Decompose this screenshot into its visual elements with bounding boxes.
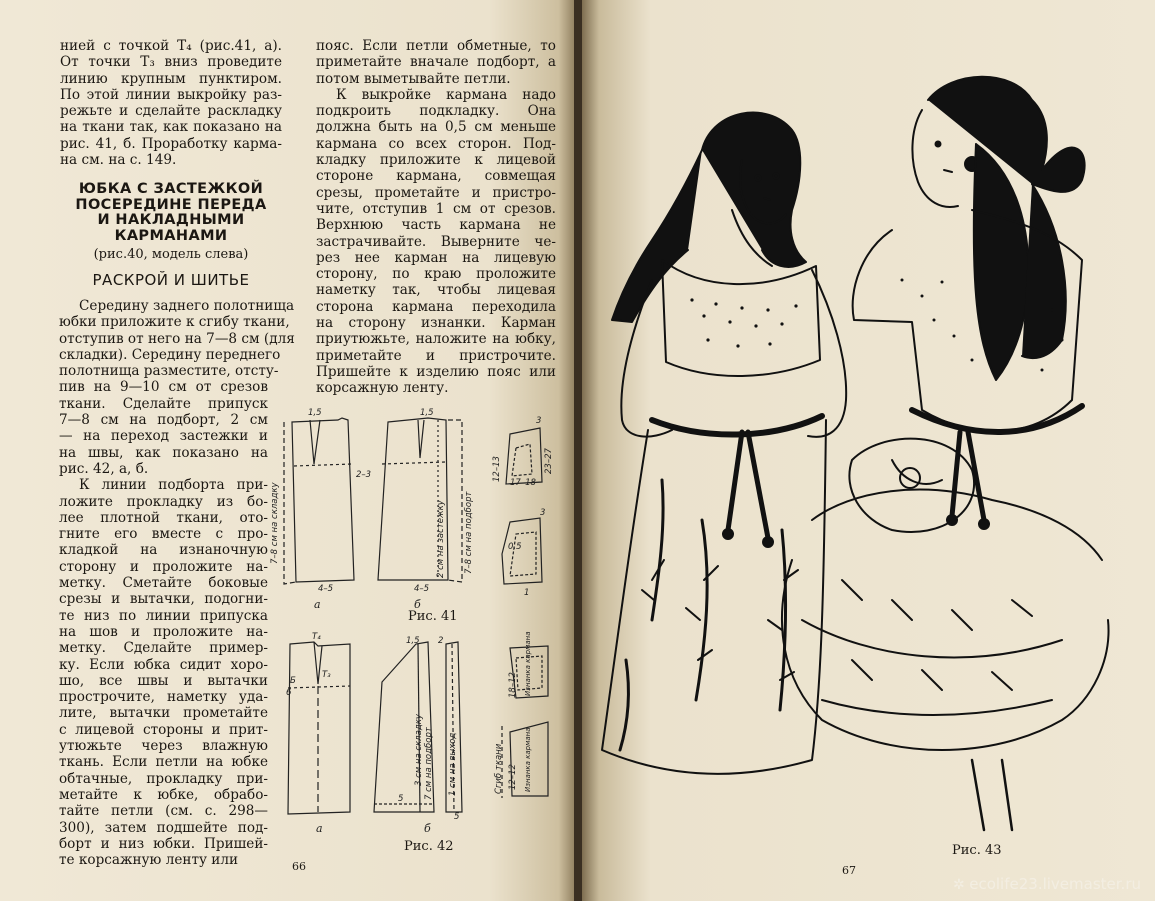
text-line: К линии подборта при- bbox=[79, 477, 268, 494]
text-line: срезы, прометайте и пристро- bbox=[316, 184, 556, 201]
text-line: на шов и проложите на- bbox=[59, 623, 268, 640]
text-column-1 bbox=[60, 38, 282, 168]
text-line: складки). Середину переднего bbox=[59, 346, 281, 363]
text-line: те корсажную ленту или bbox=[59, 852, 239, 869]
text-line: — на переход застежки и bbox=[59, 428, 268, 445]
heading-line: И НАКЛАДНЫМИ bbox=[97, 212, 245, 228]
watermark-icon: ✲ bbox=[953, 877, 970, 893]
text-line: ку. Если юбка сидит хоро- bbox=[59, 656, 268, 673]
text-line: режьте и сделайте раскладку bbox=[60, 103, 282, 120]
text-line: наметку так, чтобы лицевая bbox=[316, 282, 556, 299]
text-line: К выкройке кармана надо bbox=[336, 86, 556, 103]
fig-label: 23–27 bbox=[544, 448, 554, 474]
fig-label: 17–18 bbox=[510, 478, 536, 488]
figure-41-labels bbox=[270, 404, 568, 620]
text-line: стороне кармана, совмещая bbox=[316, 168, 556, 185]
fig-label: 6 bbox=[286, 688, 292, 698]
fig-label: 3 bbox=[536, 416, 542, 426]
fig-label: 5 bbox=[454, 812, 460, 822]
text-line: От точки Т₃ вниз проведите bbox=[60, 54, 282, 71]
text-line: борт и низ юбки. Пришей- bbox=[59, 835, 268, 852]
text-line: Пришейте к изделию пояс или bbox=[316, 363, 556, 380]
text-line: кладкой на изнаночную bbox=[59, 542, 268, 559]
text-line: корсажную ленту. bbox=[316, 380, 449, 397]
text-line: на см. на с. 149. bbox=[60, 152, 177, 169]
text-line: на сторону изнанки. Карман bbox=[316, 315, 556, 332]
heading-line: КАРМАНАМИ bbox=[114, 227, 228, 244]
text-line: на ткани так, как показано на bbox=[60, 119, 282, 136]
heading-reference: (рис.40, модель слева) bbox=[93, 247, 249, 262]
text-column-2 bbox=[316, 38, 556, 397]
text-line: кладку приложите к лицевой bbox=[316, 152, 556, 169]
text-line: рез нее карман на лицевую bbox=[316, 249, 556, 266]
text-line: с лицевой стороны и прит- bbox=[59, 721, 268, 738]
text-line: метку. Сметайте боковые bbox=[59, 575, 268, 592]
text-line: нией с точкой Т₄ (рис.41, а). bbox=[60, 38, 282, 54]
text-line: потом выметывайте петли. bbox=[316, 70, 511, 87]
text-line: Верхнюю часть кармана не bbox=[316, 217, 556, 234]
fig-label: 4–5 bbox=[414, 584, 430, 594]
watermark-text: ecolife23.livemaster.ru bbox=[969, 875, 1141, 893]
fig-label: 2 bbox=[438, 636, 444, 646]
page-number-left: 66 bbox=[292, 860, 306, 873]
text-line: застрачивайте. Выверните че- bbox=[316, 233, 556, 250]
fig-label: 3 bbox=[540, 508, 546, 518]
fig-label: 18–12 bbox=[508, 672, 518, 698]
fig-label: 1 bbox=[524, 588, 530, 598]
figure-41-sub-b: б bbox=[414, 598, 421, 611]
fig-label: 2–3 bbox=[356, 470, 372, 480]
text-line: на швы, как показано на bbox=[59, 444, 268, 461]
text-line: сторону и проложите на- bbox=[59, 558, 268, 575]
text-line: приутюжьте, наложите на юбку, bbox=[316, 331, 556, 348]
fig-label: 1 см на выход bbox=[448, 732, 458, 796]
text-line: должна быть на 0,5 см меньше bbox=[316, 119, 556, 136]
text-line: обтачные, прокладку при- bbox=[59, 770, 268, 787]
text-line: кармана со всех сторон. Под- bbox=[316, 135, 556, 152]
text-line: метку. Сделайте пример- bbox=[59, 640, 268, 657]
text-line: пояс. Если петли обметные, то bbox=[316, 38, 556, 54]
text-line: полотнища разместите, отсту- bbox=[59, 363, 279, 380]
text-line: подкроить подкладку. Она bbox=[316, 103, 556, 120]
text-line: ткани. Сделайте припуск bbox=[59, 395, 268, 412]
text-line: приметайте вначале подборт, а bbox=[316, 54, 556, 71]
fig-label: 1,5 bbox=[420, 408, 434, 418]
text-line: 7—8 см на подборт, 2 см bbox=[59, 412, 268, 429]
text-line: сторона кармана переходила bbox=[316, 298, 556, 315]
subsection-heading: РАСКРОЙ И ШИТЬЕ bbox=[92, 271, 250, 289]
fig-label: 2 см на застежку bbox=[436, 500, 446, 578]
text-line: юбки приложите к сгибу ткани, bbox=[59, 314, 290, 331]
text-line: лее плотной ткани, ото- bbox=[59, 509, 268, 526]
fig-label: Сгиб ткани bbox=[494, 743, 504, 794]
text-line: По этой линии выкройку раз- bbox=[60, 86, 282, 103]
figure-42-sub-a: а bbox=[316, 822, 323, 835]
text-line: 300), затем подшейте под- bbox=[59, 819, 268, 836]
figure-42-labels bbox=[278, 631, 568, 835]
text-line: шо, все швы и вытачки bbox=[59, 672, 268, 689]
figure-43-caption: Рис. 43 bbox=[952, 843, 1002, 858]
fig-label: 12–12 bbox=[508, 764, 518, 790]
fig-label: Т₄ bbox=[312, 632, 321, 642]
text-line: ткань. Если петли на юбке bbox=[59, 754, 268, 771]
fig-label: 3 см на складку bbox=[414, 714, 424, 786]
fig-label: 0,5 bbox=[508, 542, 522, 552]
text-line: лите, вытачки прометайте bbox=[59, 705, 268, 722]
fig-label: 4–5 bbox=[318, 584, 334, 594]
text-line: приметайте и пристрочите. bbox=[316, 347, 556, 364]
text-line: утюжьте через влажную bbox=[59, 738, 268, 755]
fig-label: 1,5 bbox=[406, 636, 420, 646]
fig-label: 12–13 bbox=[492, 456, 502, 482]
text-line: пив на 9—10 см от срезов bbox=[59, 379, 268, 396]
fashion-illustration bbox=[592, 60, 1112, 840]
watermark bbox=[953, 875, 1141, 893]
figure-42-caption: Рис. 42 bbox=[404, 839, 454, 854]
fig-label: Т₃ bbox=[322, 670, 331, 680]
text-line: отступив от него на 7—8 см (для bbox=[59, 330, 295, 347]
text-line: линию крупным пунктиром. bbox=[60, 70, 282, 87]
text-line: срезы и вытачки, подогни- bbox=[59, 591, 268, 608]
fig-label: Изнанка кармана bbox=[524, 631, 532, 696]
text-line: рис. 41, б. Проработку карма- bbox=[60, 135, 282, 152]
fig-label: Изнанка кармана bbox=[524, 727, 532, 792]
fig-label: 7 см на подборт bbox=[424, 727, 434, 800]
fig-label: Б bbox=[290, 676, 296, 686]
heading-line: ПОСЕРЕДИНЕ ПЕРЕДА bbox=[75, 196, 267, 213]
figure-41-caption: Рис. 41 bbox=[408, 609, 458, 624]
text-line: ложите прокладку из бо- bbox=[59, 493, 268, 510]
section-heading bbox=[60, 182, 282, 244]
fig-label: 7–8 см на подборт bbox=[464, 491, 474, 574]
heading-line: ЮБКА С ЗАСТЕЖКОЙ bbox=[78, 181, 264, 197]
fig-label: 1,5 bbox=[308, 408, 322, 418]
text-line: Середину заднего полотнища bbox=[79, 298, 295, 314]
text-line: прострочите, наметку уда- bbox=[59, 689, 268, 706]
page-number-right: 67 bbox=[842, 864, 856, 877]
right-woman bbox=[782, 77, 1109, 830]
text-line: тайте петли (см. с. 298— bbox=[59, 803, 268, 820]
text-line: те низ по линии припуска bbox=[59, 607, 268, 624]
text-line: сторону, по краю проложите bbox=[316, 266, 556, 283]
fig-label: 5 bbox=[398, 794, 404, 804]
figure-42-sub-b: б bbox=[424, 822, 431, 835]
text-line: рис. 42, а, б. bbox=[59, 460, 149, 477]
left-woman bbox=[602, 113, 846, 774]
text-line: чите, отступив 1 см от срезов. bbox=[316, 200, 556, 217]
fig-label: 7–8 см на складку bbox=[270, 482, 280, 564]
figure-41-sub-a: а bbox=[314, 598, 321, 611]
text-line: метайте к юбке, обрабо- bbox=[59, 786, 268, 803]
text-line: гните его вместе с про- bbox=[59, 526, 268, 543]
